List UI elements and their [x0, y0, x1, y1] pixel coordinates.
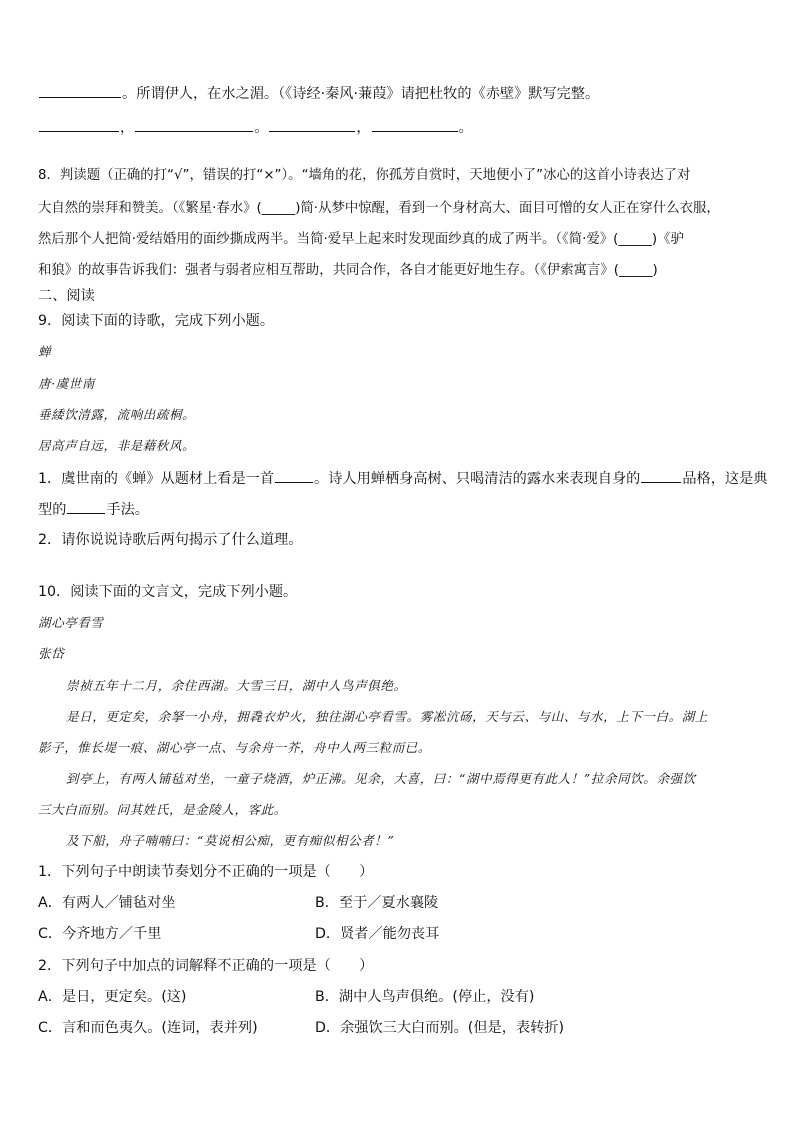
answer-blank[interactable] [67, 498, 105, 514]
mc1-option-a[interactable]: A．有两人／铺毡对坐 [38, 895, 176, 911]
mc2-option-b[interactable]: B．湖中人鸟声俱绝。(停止，没有) [315, 989, 535, 1005]
answer-blank[interactable] [39, 116, 119, 132]
essay-line: 影子，惟长堤一痕、湖心亭一点、与余舟一芥，舟中人两三粒而已。 [38, 740, 432, 755]
q7-line1 [38, 82, 599, 104]
essay-line: 到亭上，有两人铺毡对坐，一童子烧酒，炉正沸。见余，大喜，曰：“湖中焉得更有此人！”拉余同饮。余强饮 [66, 771, 696, 786]
answer-blank[interactable] [135, 116, 253, 132]
punct: ， [356, 120, 371, 136]
punct: 。 [254, 120, 269, 136]
mc1-option-d[interactable]: D．贤者／能勿丧耳 [315, 926, 440, 942]
essay-line: 崇祯五年十二月，余住西湖。大雪三日，湖中人鸟声俱绝。 [66, 678, 407, 693]
q8-line: 和狼》的故事告诉我们：强者与弱者应相互帮助，共同合作，各自才能更好地生存。（《伊索寓言》(_____) [38, 263, 658, 278]
q8-line: 大自然的崇拜和赞美。（《繁星·春水》(_____)简·从梦中惊醒，看到一个身材高大、面目可憎的女人正在穿什么衣服， [38, 201, 720, 216]
essay-author: 张岱 [38, 646, 65, 661]
answer-blank[interactable] [39, 82, 121, 98]
text: 1．虞世南的《蝉》从题材上看是一首 [38, 471, 275, 487]
mc1-stem: 1．下列句子中朗读节奏划分不正确的一项是（ ） [38, 864, 374, 880]
mc1-option-c[interactable]: C．今齐地方／千里 [38, 926, 162, 942]
poem-author: 唐·虞世南 [38, 376, 95, 391]
poem-title: 蝉 [38, 344, 52, 359]
q9-stem: 9．阅读下面的诗歌，完成下列小题。 [38, 313, 275, 329]
poem-line: 垂緌饮清露，流响出疏桐。 [38, 407, 196, 422]
mc2-option-c[interactable]: C．言和而色夷久。(连词，表并列) [38, 1020, 258, 1036]
text: 。诗人用蝉栖身高树、只喝清洁的露水来表现自身的 [314, 471, 641, 487]
answer-blank[interactable] [269, 116, 355, 132]
poem-line: 居高声自远，非是藉秋风。 [38, 438, 196, 453]
mc1-option-b[interactable]: B．至于／夏水襄陵 [315, 895, 439, 911]
text: 型的 [38, 502, 67, 518]
q9-sub1-line2 [38, 498, 149, 520]
answer-blank[interactable] [641, 467, 681, 483]
essay-title: 湖心亭看雪 [38, 615, 104, 630]
q10-stem: 10．阅读下面的文言文，完成下列小题。 [38, 584, 298, 600]
text: 手法。 [106, 502, 149, 518]
q9-sub1-line1 [38, 467, 768, 489]
essay-line: 是日，更定矣，余拏一小舟，拥毳衣炉火，独往湖心亭看雪。雾凇沆砀，天与云、与山、与水，上下一白。湖上 [66, 709, 708, 724]
q9-sub2: 2．请你说说诗歌后两句揭示了什么道理。 [38, 532, 303, 548]
essay-line: 三大白而别。问其姓氏，是金陵人，客此。 [38, 802, 287, 817]
essay-line: 及下船，舟子喃喃曰：“莫说相公痴，更有痴似相公者！” [66, 833, 395, 848]
q7-line1-text: 。所谓伊人，在水之湄。（《诗经·秦风·蒹葭》请把杜牧的《赤壁》默写完整。 [122, 86, 600, 102]
mc2-stem: 2．下列句子中加点的词解释不正确的一项是（ ） [38, 958, 374, 974]
punct: 。 [458, 120, 473, 136]
section-heading: 二、阅读 [38, 288, 95, 304]
mc2-option-d[interactable]: D．余强饮三大白而别。(但是，表转折) [315, 1020, 564, 1036]
q8-line: 然后那个人把简·爱结婚用的面纱撕成两半。当简·爱早上起来时发现面纱真的成了两半。（《简·爱》(_____)《驴 [38, 232, 684, 247]
answer-blank[interactable] [275, 467, 313, 483]
punct: ， [120, 120, 135, 136]
q8-line: 8．判读题（正确的打“√”，错误的打“×”）。“墙角的花，你孤芳自赏时，天地便小了”冰心的这首小诗表达了对 [38, 168, 691, 183]
answer-blank[interactable] [372, 116, 458, 132]
q7-line2 [38, 116, 473, 138]
mc2-option-a[interactable]: A．是日，更定矣。(这) [38, 989, 187, 1005]
text: 品格，这是典 [682, 471, 768, 487]
